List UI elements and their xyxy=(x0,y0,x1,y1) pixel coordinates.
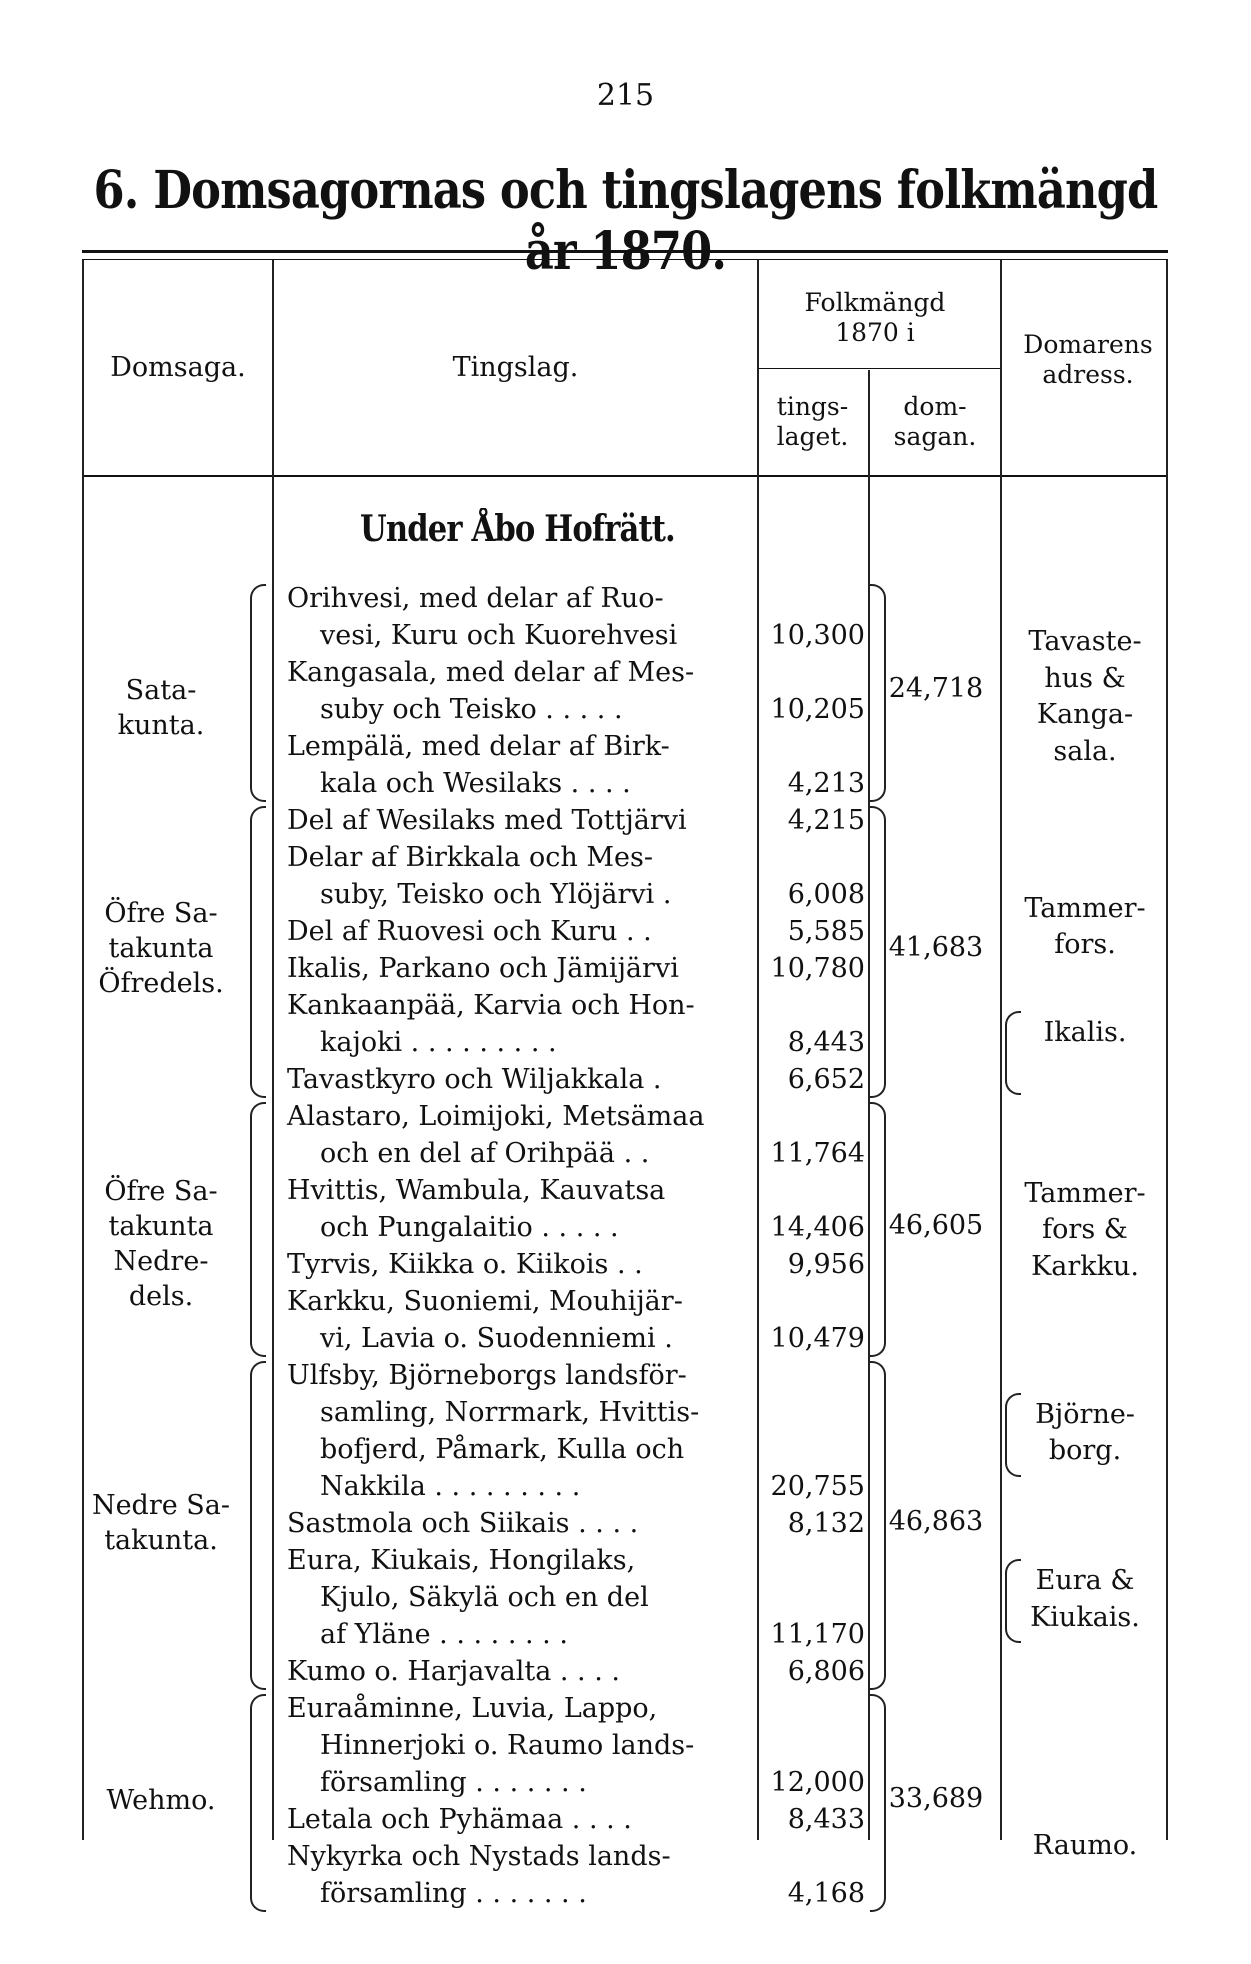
tingslag-population: 8,132 xyxy=(787,1508,865,1539)
domsaga-name: Öfre Sa-takunta Öfredels. xyxy=(98,898,224,1000)
tingslag-population: 6,652 xyxy=(787,1064,865,1095)
tingslag-population: 10,300 xyxy=(770,620,865,651)
tingslag-line: samling, Norrmark, Hvittis- xyxy=(320,1397,700,1428)
tingslag-population: 11,764 xyxy=(770,1138,865,1169)
tingslag-line: bofjerd, Påmark, Kulla och xyxy=(320,1434,685,1465)
tingslag-line: Ulfsby, Björneborgs landsför- xyxy=(287,1360,687,1391)
column-line-4 xyxy=(1000,260,1002,1840)
domsaga-name: Sata-kunta. xyxy=(117,675,205,742)
tingslag-line: församling . . . . . . . xyxy=(320,1767,587,1798)
tingslag-population: 10,205 xyxy=(770,694,865,725)
tingslag-line: Nykyrka och Nystads lands- xyxy=(287,1841,671,1872)
tingslag-population: 6,806 xyxy=(787,1656,865,1687)
judge-address: Ikalis. xyxy=(1043,1017,1127,1049)
tingslag-line: af Yläne . . . . . . . . xyxy=(320,1619,568,1650)
folkmangd-sub-rule xyxy=(757,368,1000,369)
tingslag-line: Delar af Birkkala och Mes- xyxy=(287,842,653,873)
tingslag-population: 4,168 xyxy=(787,1878,865,1909)
tingslag-line: Del af Wesilaks med Tottjärvi xyxy=(287,805,687,836)
tingslag-population: 6,008 xyxy=(787,879,865,910)
domsaga-name: Nedre Sa-takunta. xyxy=(91,1489,231,1556)
tingslag-line: Karkku, Suoniemi, Mouhijär- xyxy=(287,1286,683,1317)
address-brace xyxy=(1005,1559,1021,1643)
header-tingslaget: tings-laget. xyxy=(776,392,849,451)
tingslag-line: Sastmola och Siikais . . . . xyxy=(287,1508,639,1539)
tingslag-population: 8,433 xyxy=(787,1804,865,1835)
tingslag-line: Del af Ruovesi och Kuru . . xyxy=(287,916,652,947)
tingslag-line: vesi, Kuru och Kuorehvesi xyxy=(320,620,678,651)
judge-address: Tavaste-hus & Kanga-sala. xyxy=(1028,626,1142,767)
tingslag-line: Tyrvis, Kiikka o. Kiikois . . xyxy=(287,1249,643,1280)
judge-address: Eura & Kiukais. xyxy=(1030,1565,1140,1633)
group-brace-left xyxy=(250,1361,266,1690)
group-brace-left xyxy=(250,806,266,1098)
tingslag-line: Hvittis, Wambula, Kauvatsa xyxy=(287,1175,666,1206)
tingslag-population: 11,170 xyxy=(770,1619,865,1650)
tingslag-line: vi, Lavia o. Suodenniemi . xyxy=(320,1323,673,1354)
tingslag-line: Kjulo, Säkylä och en del xyxy=(320,1582,649,1613)
tingslag-line: Euraåminne, Luvia, Lappo, xyxy=(287,1693,658,1724)
tingslag-population: 9,956 xyxy=(787,1249,865,1280)
group-brace-left xyxy=(250,1102,266,1357)
header-adress: Domarens adress. xyxy=(1023,330,1153,389)
tingslag-line: Kankaanpää, Karvia och Hon- xyxy=(287,990,695,1021)
tingslag-line: Eura, Kiukais, Hongilaks, xyxy=(287,1545,636,1576)
judge-address: Björne-borg. xyxy=(1035,1398,1135,1467)
header-folkmangd: Folkmängd 1870 i xyxy=(804,288,946,347)
address-brace xyxy=(1005,1393,1021,1477)
tingslag-line: och en del af Orihpää . . xyxy=(320,1138,650,1169)
tingslag-population: 12,000 xyxy=(770,1767,865,1798)
judge-address: Tammer-fors. xyxy=(1024,892,1146,961)
tingslag-population: 20,755 xyxy=(770,1471,865,1502)
tingslag-line: kala och Wesilaks . . . . xyxy=(320,768,631,799)
tingslag-line: och Pungalaitio . . . . . xyxy=(320,1212,619,1243)
tingslag-line: suby, Teisko och Ylöjärvi . xyxy=(320,879,672,910)
tingslag-line: Ikalis, Parkano och Jämijärvi xyxy=(287,953,679,984)
domsaga-total: 46,605 xyxy=(888,1209,984,1241)
judge-address: Raumo. xyxy=(1032,1829,1138,1861)
tingslag-line: Kumo o. Harjavalta . . . . xyxy=(287,1656,620,1687)
tingslag-line: församling . . . . . . . xyxy=(320,1878,587,1909)
table-top-rule xyxy=(82,250,1168,253)
tingslag-population: 4,213 xyxy=(787,768,865,799)
tingslag-population: 14,406 xyxy=(770,1212,865,1243)
domsaga-total: 46,863 xyxy=(888,1505,984,1537)
address-brace xyxy=(1005,1011,1021,1095)
group-brace-left xyxy=(250,1694,266,1912)
tingslag-line: Lempälä, med delar af Birk- xyxy=(287,731,670,762)
header-domsaga: Domsaga. xyxy=(110,352,246,383)
tingslag-population: 10,479 xyxy=(770,1323,865,1354)
tingslag-population: 10,780 xyxy=(770,953,865,984)
page-title: 6. Domsagornas och tingslagens folkmängd år xyxy=(93,160,1158,282)
group-brace-left xyxy=(250,584,266,802)
judge-address: Tammer-fors & Karkku. xyxy=(1024,1177,1146,1282)
tingslag-line: Kangasala, med delar af Mes- xyxy=(287,657,695,688)
header-domsagan: dom-sagan. xyxy=(893,392,977,451)
tingslag-line: Hinnerjoki o. Raumo lands- xyxy=(320,1730,695,1761)
domsaga-name: Öfre Sa-takunta Nedre-dels. xyxy=(104,1175,218,1312)
tingslag-line: Tavastkyro och Wiljakkala . xyxy=(287,1064,662,1095)
header-tingslag: Tingslag. xyxy=(452,352,579,383)
court-heading: Under Åbo Hofrätt. xyxy=(360,508,675,550)
tingslag-population: 8,443 xyxy=(787,1027,865,1058)
tingslag-line: kajoki . . . . . . . . . xyxy=(320,1027,557,1058)
tingslag-line: Letala och Pyhämaa . . . . xyxy=(287,1804,632,1835)
tingslag-population: 4,215 xyxy=(787,805,865,836)
page-number: 215 xyxy=(596,78,655,113)
domsaga-name: Wehmo. xyxy=(106,1785,216,1816)
tingslag-population: 5,585 xyxy=(787,916,865,947)
tingslag-line: suby och Teisko . . . . . xyxy=(320,694,623,725)
tingslag-line: Nakkila . . . . . . . . . xyxy=(320,1471,581,1502)
column-line-left xyxy=(82,260,84,1840)
domsaga-total: 41,683 xyxy=(888,932,984,963)
header-bottom-rule xyxy=(82,475,1168,477)
tingslag-line: Alastaro, Loimijoki, Metsämaa xyxy=(287,1101,705,1132)
column-line-right xyxy=(1166,260,1168,1840)
domsaga-total: 33,689 xyxy=(888,1783,984,1814)
domsaga-total: 24,718 xyxy=(888,673,984,704)
tingslag-line: Orihvesi, med delar af Ruo- xyxy=(287,583,664,614)
column-line-1 xyxy=(272,260,274,1840)
table-top-rule-thin xyxy=(82,259,1168,260)
